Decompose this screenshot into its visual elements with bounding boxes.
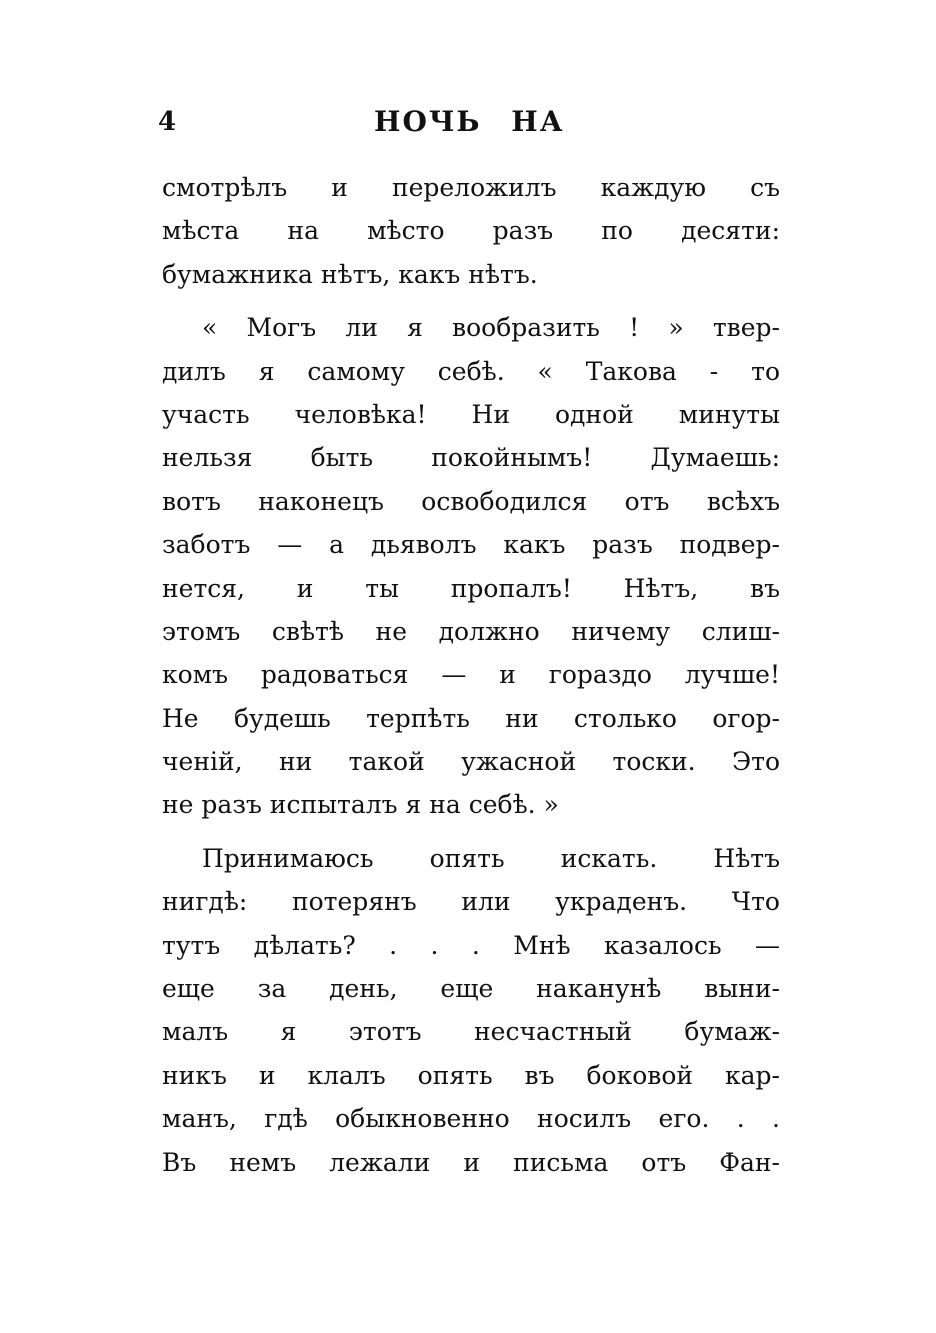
text-line: никъ и клалъ опять въ боковой кар- (162, 1060, 780, 1090)
text-line: смотрѣлъ и переложилъ каждую съ (162, 173, 780, 202)
text-line: мѣста на мѣсто разъ по десяти: (162, 216, 780, 246)
text-line: участь человѣка! Ни одной минуты (162, 399, 780, 429)
text-line: не разъ испыталъ я на себѣ. » (162, 790, 559, 820)
text-line: заботъ — а дьяволъ какъ разъ подвер- (162, 530, 780, 560)
text-line: манъ, гдѣ обыкновенно носилъ его. . . (162, 1104, 780, 1134)
text-line: малъ я этотъ несчастный бумаж- (162, 1017, 780, 1047)
text-line: бумажника нѣтъ, какъ нѣтъ. (162, 259, 538, 289)
paragraph-gap (162, 827, 780, 837)
text-line: Принимаюсь опять искать. Нѣтъ (202, 843, 780, 873)
page-number: 4 (158, 107, 177, 137)
text-line: комъ радоваться — и гораздо лучше! (162, 660, 780, 690)
body-text (162, 166, 780, 1184)
text-line: ченій, ни такой ужасной тоски. Это (162, 747, 780, 777)
paragraph-gap (162, 296, 780, 306)
text-line: еще за день, еще наканунѣ выни- (162, 974, 780, 1004)
text-line: « Могъ ли я вообразить ! » твер- (202, 313, 780, 343)
text-line: Не будешь терпѣть ни столько огор- (162, 703, 780, 733)
text-line: этомъ свѣтѣ не должно ничему слиш- (162, 616, 780, 646)
text-line: тутъ дѣлать? . . . Мнѣ казалось — (162, 930, 780, 960)
text-line: Въ немъ лежали и письма отъ Фан- (162, 1147, 780, 1177)
text-line: нигдѣ: потерянъ или украденъ. Что (162, 887, 780, 917)
paragraph-3 (162, 837, 780, 1184)
text-line: нется, и ты пропалъ! Нѣтъ, въ (162, 573, 780, 603)
text-line: вотъ наконецъ освободился отъ всѣхъ (162, 486, 780, 516)
text-line: нельзя быть покойнымъ! Думаешь: (162, 443, 780, 473)
paragraph-2 (162, 306, 780, 827)
text-line: дилъ я самому себѣ. « Такова - то (162, 356, 780, 386)
running-title: НОЧЬ НА (374, 105, 565, 138)
paragraph-1 (162, 166, 780, 296)
